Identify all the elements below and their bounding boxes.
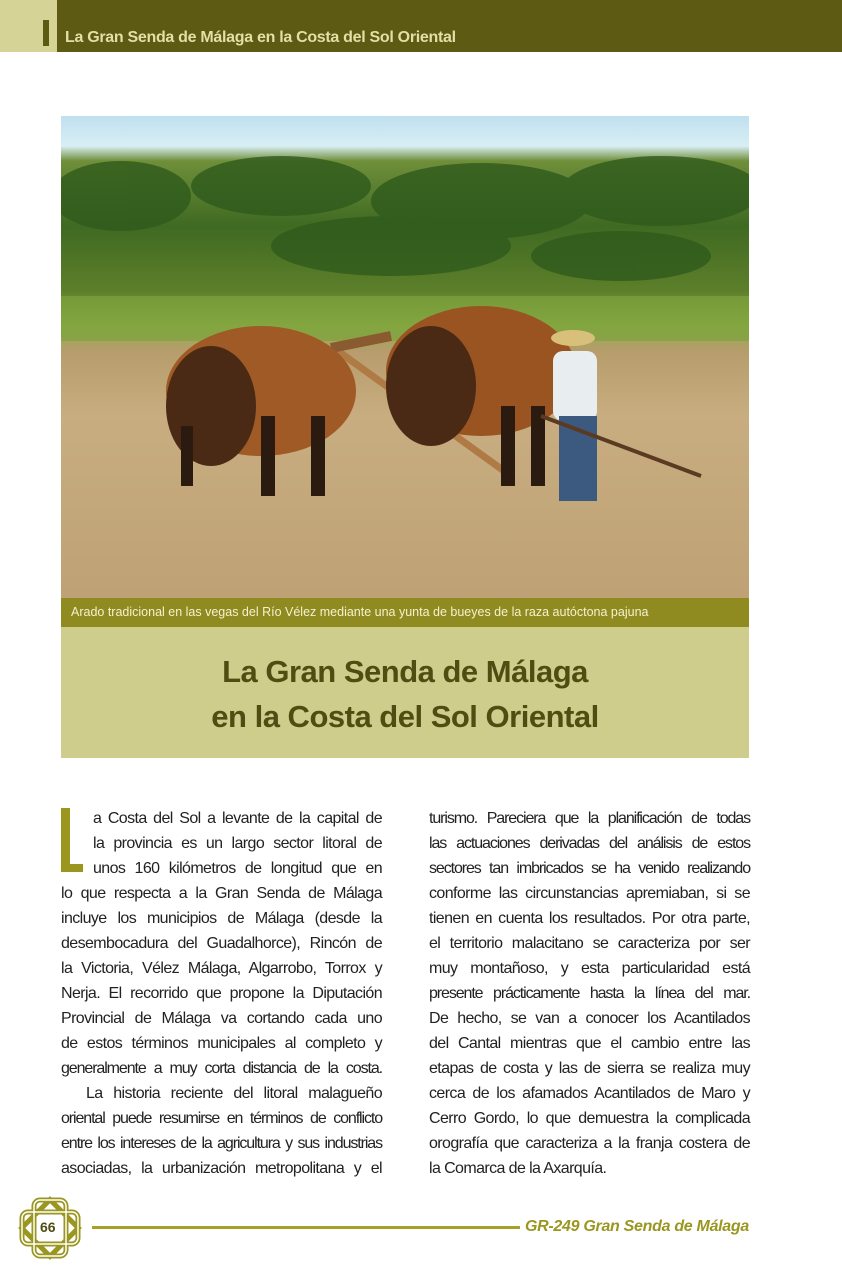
text-line: conforme las circunstancias apremiaban, si se	[429, 885, 750, 902]
title-box	[61, 627, 749, 758]
text-line: Cerro Gordo, lo que demuestra la complicada	[429, 1110, 750, 1127]
text-line: incluye los municipios de Málaga (desde la	[61, 910, 382, 927]
text-line: lo que respecta a la Gran Senda de Málaga	[61, 885, 382, 902]
text-line: tienen en cuenta los resultados. Por otra parte,	[429, 910, 750, 927]
text-line: asociadas, la urbanización metropolitana y el	[61, 1160, 382, 1177]
text-line: oriental puede resumirse en términos de conflicto	[61, 1110, 382, 1127]
text-line: etapas de costa y las de sierra se realiza muy	[429, 1060, 750, 1077]
text-line: la provincia es un largo sector litoral de	[93, 835, 382, 852]
text-line: muy montañoso, y esta particularidad está	[429, 960, 750, 977]
text-line: entre los intereses de la agricultura y sus industrias	[61, 1135, 382, 1152]
text-line: orografía que caracteriza a la franja costera de	[429, 1135, 750, 1152]
photo-illustration	[61, 116, 749, 598]
running-title: La Gran Senda de Málaga en la Costa del Sol Oriental	[65, 29, 456, 46]
body-column-left	[61, 806, 382, 1181]
text-line: de estos términos municipales al completo y	[61, 1035, 382, 1052]
body-column-right	[429, 806, 750, 1181]
photo-caption-band	[61, 598, 749, 627]
text-line: las actuaciones derivadas del análisis de estos	[429, 835, 750, 852]
text-line: desembocadura del Guadalhorce), Rincón de	[61, 935, 382, 952]
photo-oxen-plowing	[61, 116, 749, 598]
footer-publication-title: GR-249 Gran Senda de Málaga	[525, 1218, 749, 1235]
text-line: Provincial de Málaga va cortando cada uno	[61, 1010, 382, 1027]
text-line: generalmente a muy corta distancia de la costa.	[61, 1060, 382, 1077]
text-line: del Cantal mientras que el cambio entre las	[429, 1035, 750, 1052]
text-line: De hecho, se van a conocer los Acantilados	[429, 1010, 750, 1027]
text-line: la Victoria, Vélez Málaga, Algarrobo, Torrox y	[61, 960, 382, 977]
header-marker	[43, 20, 49, 46]
text-line: cerca de los afamados Acantilados de Maro y	[429, 1085, 750, 1102]
text-line: presente prácticamente hasta la línea del mar.	[429, 985, 750, 1002]
page-title-line-2: en la Costa del Sol Oriental	[211, 699, 599, 734]
running-header	[0, 0, 842, 52]
text-line: la Comarca de la Axarquía.	[429, 1160, 607, 1177]
page-number: 66	[40, 1219, 56, 1235]
text-line: Nerja. El recorrido que propone la Diputación	[61, 985, 382, 1002]
text-line: La historia reciente del litoral malagueño	[86, 1085, 382, 1102]
footer-rule	[92, 1226, 520, 1229]
text-line: turismo. Pareciera que la planificación de todas	[429, 810, 750, 827]
text-line: a Costa del Sol a levante de la capital de	[93, 810, 382, 827]
text-line: sectores tan imbricados se ha venido realizando	[429, 860, 750, 877]
text-line: el territorio malacitano se caracteriza por ser	[429, 935, 750, 952]
photo-caption: Arado tradicional en las vegas del Río Vélez mediante una yunta de bueyes de la raza autóctona pajuna	[71, 605, 649, 619]
page-title-line-1: La Gran Senda de Málaga	[222, 654, 588, 689]
text-line: unos 160 kilómetros de longitud que en	[93, 860, 382, 877]
